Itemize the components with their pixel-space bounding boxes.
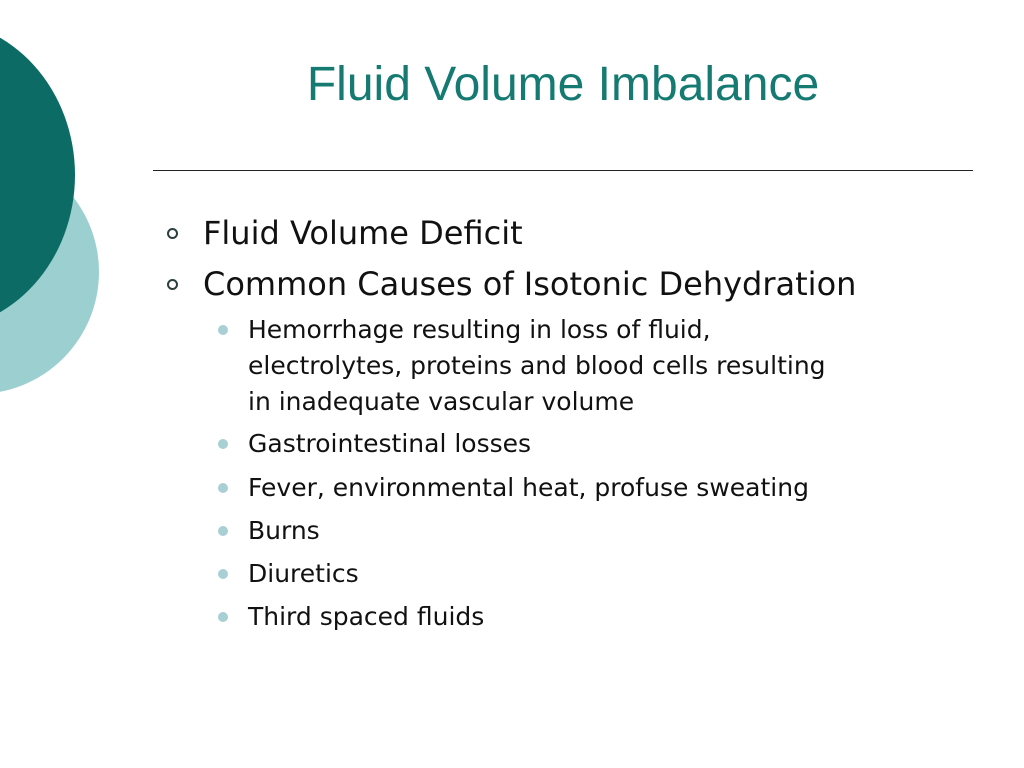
sub-bullet-third-spaced: Third spaced fluids (248, 602, 485, 631)
sub-bullet-burns: Burns (248, 516, 320, 545)
bullet-fluid-volume-deficit: Fluid Volume Deficit (203, 214, 523, 252)
bullet-common-causes: Common Causes of Isotonic Dehydration (203, 265, 857, 303)
title-divider (153, 170, 973, 171)
dot-bullet-icon (218, 439, 228, 449)
sub-bullet-hemorrhage-line3: in inadequate vascular volume (248, 387, 635, 416)
slide-title: Fluid Volume Imbalance (306, 58, 820, 111)
sub-bullet-hemorrhage-line1: Hemorrhage resulting in loss of fluid, (248, 315, 711, 344)
dot-bullet-icon (218, 569, 228, 579)
ring-bullet-icon (167, 228, 178, 239)
dot-bullet-icon (218, 325, 228, 335)
sub-bullet-fever: Fever, environmental heat, profuse sweating (248, 473, 809, 502)
ring-bullet-icon (167, 279, 178, 290)
sub-bullet-gastrointestinal: Gastrointestinal losses (248, 429, 532, 458)
dot-bullet-icon (218, 483, 228, 493)
sub-bullet-diuretics: Diuretics (248, 559, 359, 588)
sub-bullet-hemorrhage-line2: electrolytes, proteins and blood cells resulting (248, 351, 826, 380)
dot-bullet-icon (218, 526, 228, 536)
dot-bullet-icon (218, 612, 228, 622)
